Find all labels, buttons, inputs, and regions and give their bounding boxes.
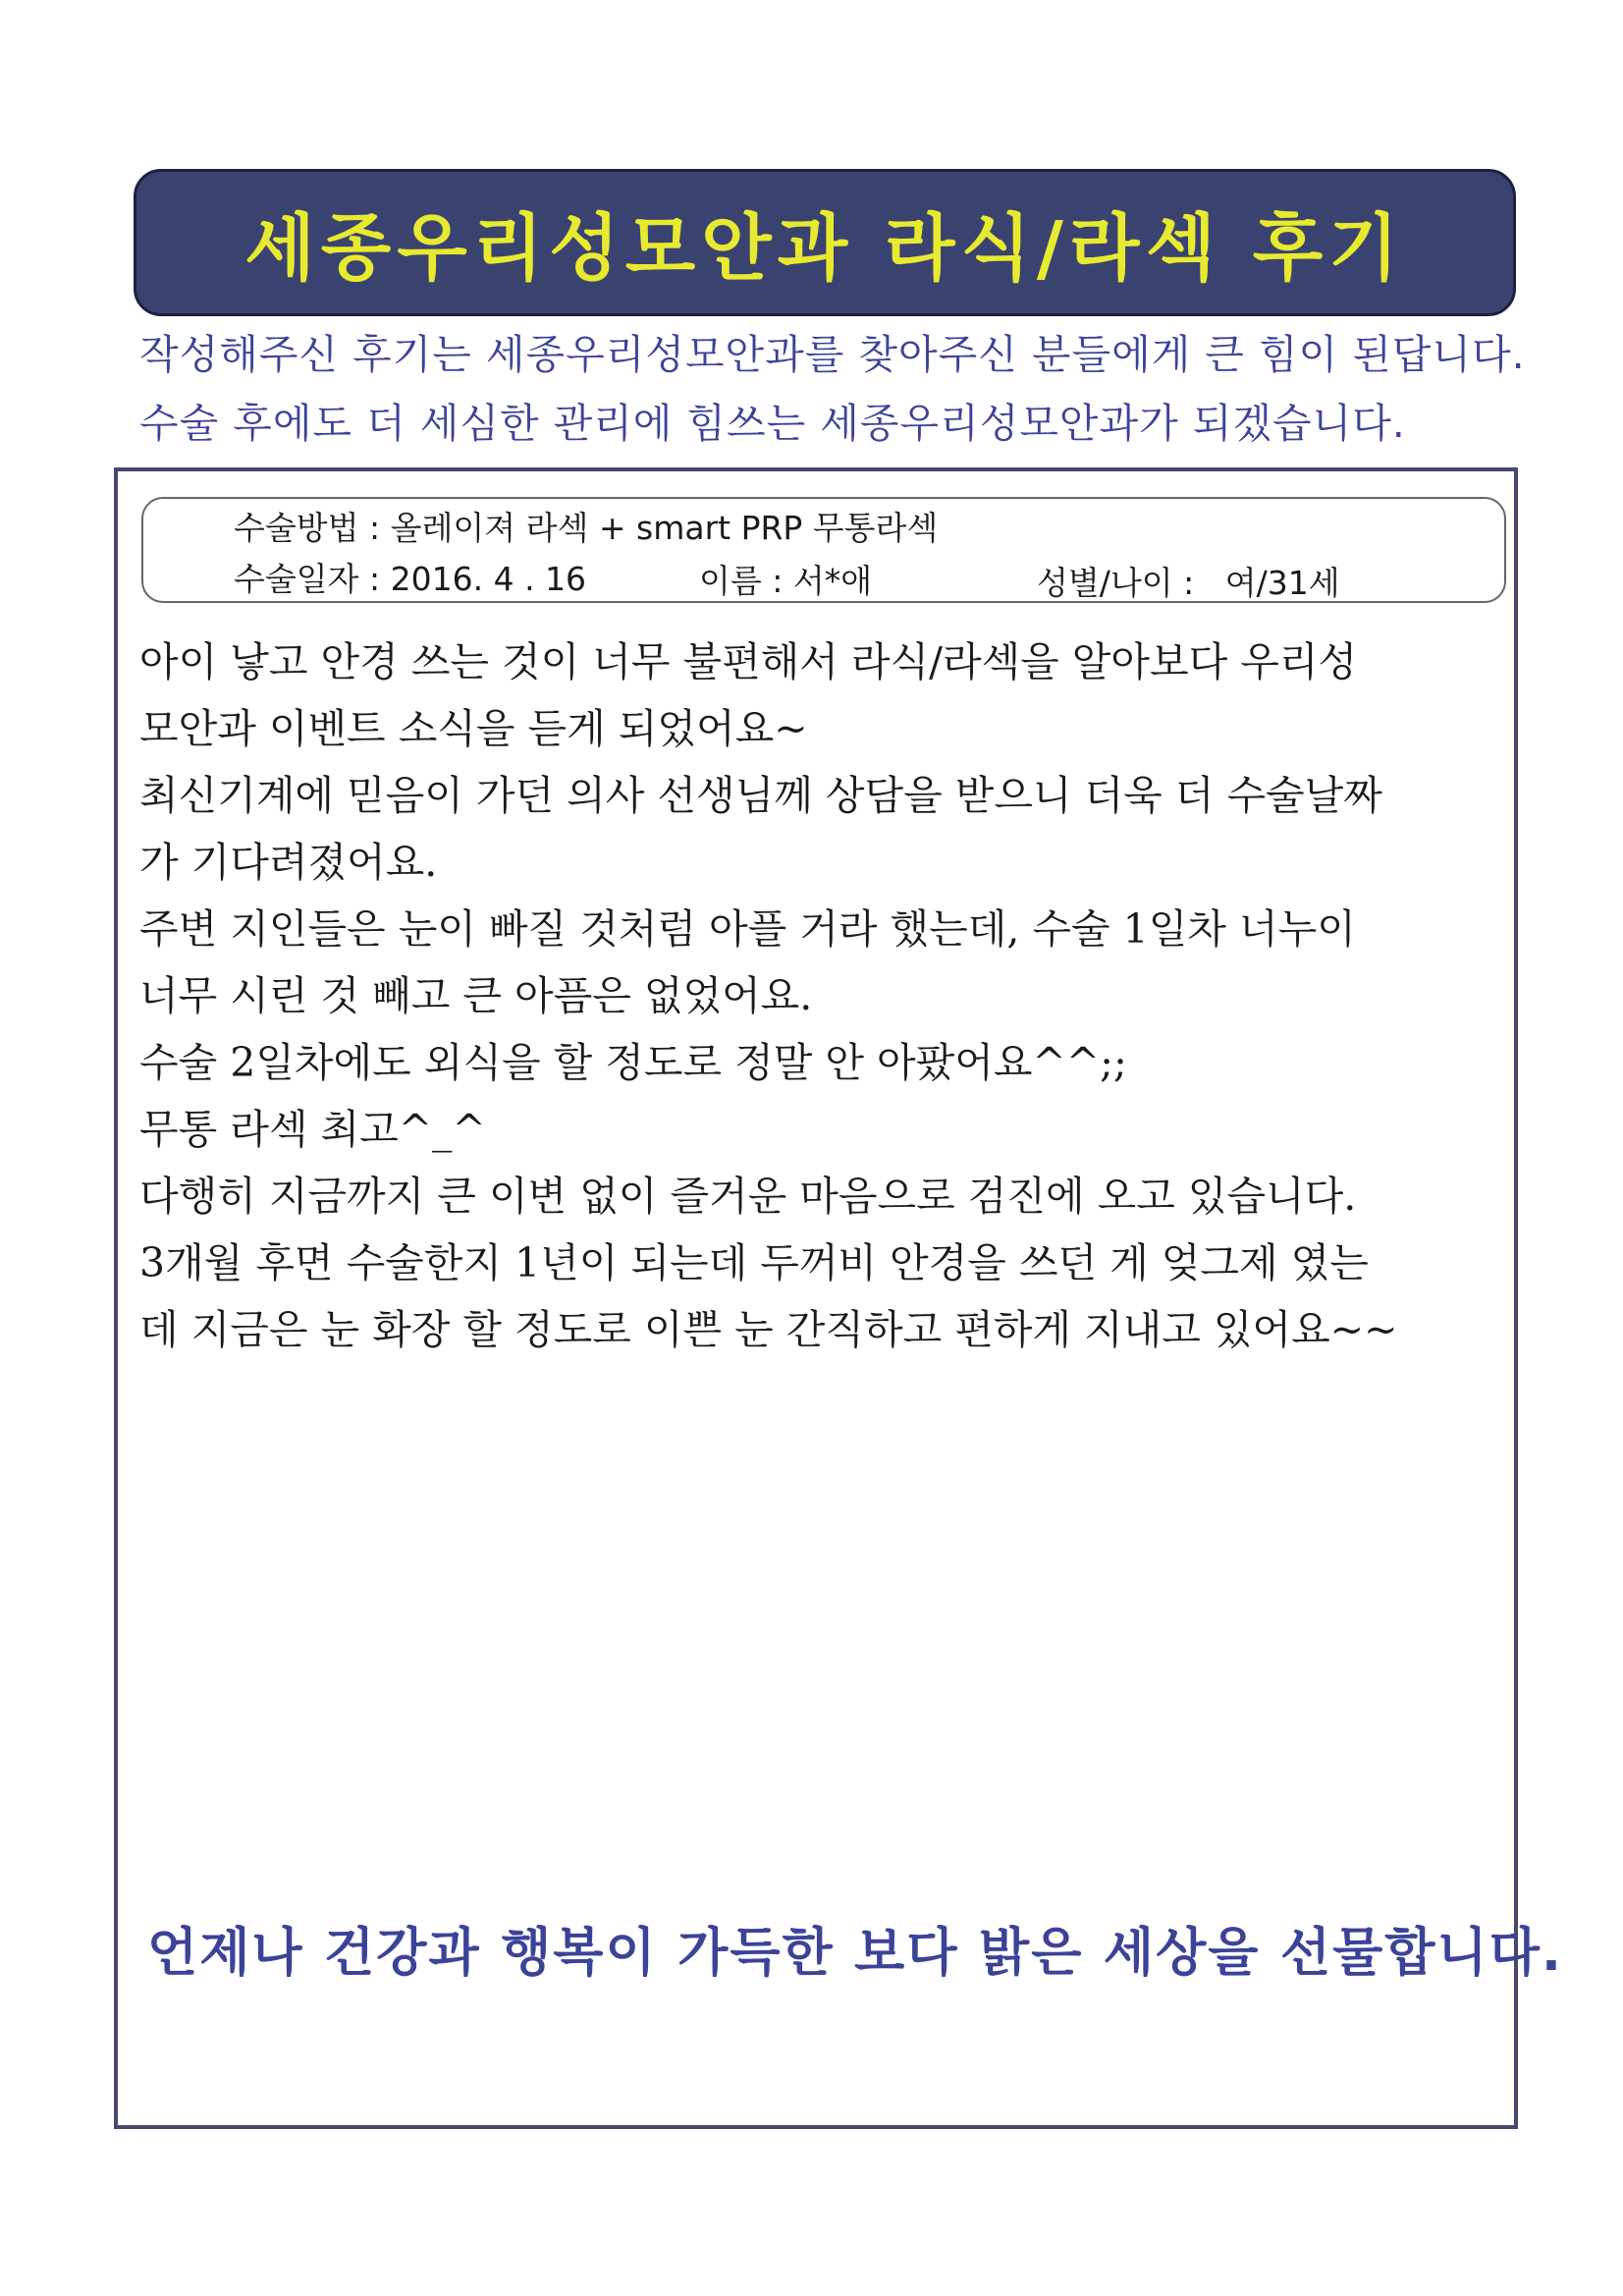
review-line: 가 기다려졌어요.: [139, 839, 438, 886]
gender-age-row: 성별/나이 : 여/31세: [1037, 564, 1340, 602]
review-line: 3개월 후면 수술한지 1년이 되는데 두꺼비 안경을 쓰던 게 엊그제 였는: [139, 1239, 1369, 1286]
review-line: 다행히 지금까지 큰 이변 없이 즐거운 마음으로 검진에 오고 있습니다.: [139, 1173, 1357, 1220]
review-line: 모안과 이벤트 소식을 듣게 되었어요~: [139, 705, 808, 752]
patient-name-row: 이름 : 서*애: [699, 562, 873, 600]
footer-slogan: 언제나 건강과 행복이 가득한 보다 밝은 세상을 선물합니다.: [147, 1923, 1564, 1983]
patient-name-label: 이름: [699, 562, 762, 600]
intro-line-1: 작성해주신 후기는 세종우리성모안과를 찾아주신 분들에게 큰 힘이 된답니다.: [139, 331, 1526, 378]
surgery-date-label: 수술일자: [234, 560, 359, 598]
review-line: 데 지금은 눈 화장 할 정도로 이쁜 눈 간직하고 편하게 지내고 있어요~~: [139, 1306, 1398, 1353]
surgery-date-row: 수술일자 : 2016. 4 . 16: [234, 560, 587, 598]
intro-line-2: 수술 후에도 더 세심한 관리에 힘쓰는 세종우리성모안과가 되겠습니다.: [139, 400, 1406, 447]
surgery-method-label: 수술방법: [234, 509, 359, 547]
review-line: 무통 라섹 최고^_^: [139, 1106, 486, 1153]
surgery-method-value: 올레이져 라섹 + smart PRP 무통라섹: [390, 509, 939, 547]
review-line: 아이 낳고 안경 쓰는 것이 너무 불편해서 라식/라섹을 알아보다 우리성: [139, 638, 1358, 685]
review-line: 수술 2일차에도 외식을 할 정도로 정말 안 아팠어요^^;;: [139, 1039, 1127, 1086]
review-body: [139, 629, 1510, 1363]
surgery-info-box: [141, 497, 1506, 603]
review-line: 최신기계에 믿음이 가던 의사 선생님께 상담을 받으니 더욱 더 수술날짜: [139, 772, 1382, 819]
page-title: 세종우리성모안과 라식/라섹 후기: [244, 206, 1405, 291]
review-line: 주변 지인들은 눈이 빠질 것처럼 아플 거라 했는데, 수술 1일차 너누이: [139, 905, 1356, 953]
title-banner: [134, 169, 1516, 316]
gender-age-label: 성별/나이: [1037, 564, 1173, 602]
surgery-date-value: 2016. 4 . 16: [390, 560, 587, 598]
patient-name-value: 서*애: [792, 562, 873, 600]
surgery-method-row: 수술방법 : 올레이져 라섹 + smart PRP 무통라섹: [234, 509, 939, 547]
gender-age-value: 여/31세: [1224, 564, 1340, 602]
review-line: 너무 시린 것 빼고 큰 아픔은 없었어요.: [139, 972, 813, 1019]
